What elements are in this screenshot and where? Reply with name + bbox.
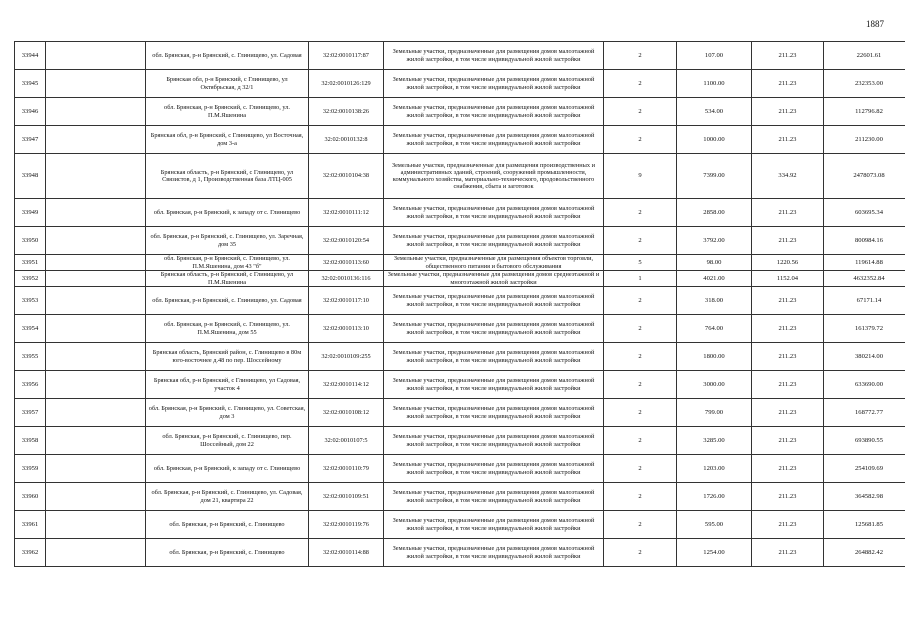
area-cell: 799.00 (677, 399, 752, 427)
cadastral-value-cell: 4632352.84 (824, 271, 905, 287)
address-cell: обл. Брянская, р-н Брянский, с. Глинищево, пер. Шоссейный, дом 22 (146, 427, 309, 455)
cadastral-number-cell: 32:02:0010114:88 (309, 539, 384, 567)
table-row (15, 98, 905, 126)
area-cell: 7399.00 (677, 154, 752, 199)
land-use-cell: Земельные участки, предназначенные для размещения домов малоэтажной жилой застройки, в том числе индивидуальной жилой застройки (384, 227, 604, 255)
land-use-cell: Земельные участки, предназначенные для размещения домов малоэтажной жилой застройки, в том числе индивидуальной жилой застройки (384, 511, 604, 539)
row-id: 33950 (15, 227, 46, 255)
specific-value-cell: 334.92 (752, 154, 824, 199)
cadastral-value-table (14, 41, 905, 567)
row-id: 33945 (15, 70, 46, 98)
cadastral-number-cell: 32:02:0010120:54 (309, 227, 384, 255)
cadastral-number-cell: 32:02:0010119:76 (309, 511, 384, 539)
land-use-cell: Земельные участки, предназначенные для размещения домов малоэтажной жилой застройки, в том числе индивидуальной жилой застройки (384, 455, 604, 483)
area-cell: 107.00 (677, 42, 752, 70)
empty-cell (46, 399, 146, 427)
group-cell: 2 (604, 343, 677, 371)
specific-value-cell: 211.23 (752, 455, 824, 483)
cadastral-value-cell: 264882.42 (824, 539, 905, 567)
row-id: 33952 (15, 271, 46, 287)
land-use-cell: Земельные участки, предназначенные для размещения домов малоэтажной жилой застройки, в том числе индивидуальной жилой застройки (384, 371, 604, 399)
cadastral-number-cell: 32:02:0010126:129 (309, 70, 384, 98)
empty-cell (46, 154, 146, 199)
table-row (15, 287, 905, 315)
row-id: 33949 (15, 199, 46, 227)
area-cell: 1800.00 (677, 343, 752, 371)
area-cell: 534.00 (677, 98, 752, 126)
land-use-cell: Земельные участки, предназначенные для размещения домов малоэтажной жилой застройки, в том числе индивидуальной жилой застройки (384, 287, 604, 315)
area-cell: 1254.00 (677, 539, 752, 567)
cadastral-number-cell: 32:02:0010114:12 (309, 371, 384, 399)
group-cell: 2 (604, 227, 677, 255)
specific-value-cell: 211.23 (752, 483, 824, 511)
row-id: 33961 (15, 511, 46, 539)
group-cell: 2 (604, 126, 677, 154)
cadastral-number-cell: 32:02:0010111:12 (309, 199, 384, 227)
table-row (15, 271, 905, 287)
area-cell: 3285.00 (677, 427, 752, 455)
address-cell: обл. Брянская, р-н Брянский, с. Глинищево (146, 539, 309, 567)
group-cell: 2 (604, 539, 677, 567)
land-use-cell: Земельные участки, предназначенные для размещения домов среднеэтажной и многоэтажной жилой застройки (384, 271, 604, 287)
area-cell: 3000.00 (677, 371, 752, 399)
cadastral-value-cell: 693890.55 (824, 427, 905, 455)
area-cell: 1726.00 (677, 483, 752, 511)
table-body (15, 42, 905, 567)
table-row (15, 455, 905, 483)
address-cell: обл. Брянская, р-н Брянский, с. Глинищево (146, 511, 309, 539)
specific-value-cell: 211.23 (752, 126, 824, 154)
group-cell: 2 (604, 511, 677, 539)
group-cell: 5 (604, 255, 677, 271)
table-row (15, 199, 905, 227)
cadastral-value-cell: 800984.16 (824, 227, 905, 255)
cadastral-number-cell: 32:02:0010109:51 (309, 483, 384, 511)
area-cell: 1000.00 (677, 126, 752, 154)
specific-value-cell: 211.23 (752, 511, 824, 539)
group-cell: 2 (604, 455, 677, 483)
address-cell: Брянская обл, р-н Брянский, с Глинищево, ул Октябрьская, д 32/1 (146, 70, 309, 98)
cadastral-value-cell: 125681.85 (824, 511, 905, 539)
empty-cell (46, 70, 146, 98)
group-cell: 2 (604, 199, 677, 227)
cadastral-value-cell: 254109.69 (824, 455, 905, 483)
specific-value-cell: 211.23 (752, 287, 824, 315)
cadastral-value-cell: 161379.72 (824, 315, 905, 343)
address-cell: обл. Брянская, р-н Брянский, с. Глинищево, ул. П.М.Яшенина (146, 98, 309, 126)
address-cell: Брянская область, р-н Брянский, с Глинищево, ул П.М.Яшенина (146, 271, 309, 287)
land-use-cell: Земельные участки, предназначенные для размещения объектов торговли, общественного питания и бытового обслуживания (384, 255, 604, 271)
address-cell: обл. Брянская, р-н Брянский, к западу от с. Глинищево (146, 199, 309, 227)
land-use-cell: Земельные участки, предназначенные для размещения домов малоэтажной жилой застройки, в том числе индивидуальной жилой застройки (384, 539, 604, 567)
empty-cell (46, 199, 146, 227)
empty-cell (46, 427, 146, 455)
row-id: 33947 (15, 126, 46, 154)
address-cell: обл. Брянская, р-н Брянский, к западу от с. Глинищево (146, 455, 309, 483)
empty-cell (46, 511, 146, 539)
land-use-cell: Земельные участки, предназначенные для размещения домов малоэтажной жилой застройки, в том числе индивидуальной жилой застройки (384, 199, 604, 227)
cadastral-number-cell: 32:02:0010138:26 (309, 98, 384, 126)
land-use-cell: Земельные участки, предназначенные для размещения домов малоэтажной жилой застройки, в том числе индивидуальной жилой застройки (384, 343, 604, 371)
group-cell: 2 (604, 371, 677, 399)
empty-cell (46, 371, 146, 399)
group-cell: 2 (604, 287, 677, 315)
cadastral-number-cell: 32:02:0010132:8 (309, 126, 384, 154)
cadastral-value-cell: 603695.34 (824, 199, 905, 227)
specific-value-cell: 211.23 (752, 343, 824, 371)
cadastral-value-cell: 211230.00 (824, 126, 905, 154)
address-cell: обл. Брянская, р-н Брянский, с. Глинищево, ул. Садовая (146, 42, 309, 70)
area-cell: 318.00 (677, 287, 752, 315)
area-cell: 1203.00 (677, 455, 752, 483)
empty-cell (46, 42, 146, 70)
cadastral-value-cell: 112796.82 (824, 98, 905, 126)
address-cell: обл. Брянская, р-н Брянский, с. Глинищево, ул. П.М.Яшенина, дом 43 "б" (146, 255, 309, 271)
table-row (15, 70, 905, 98)
group-cell: 2 (604, 315, 677, 343)
address-cell: Брянская область, Брянский район, с. Глинищево в 80м юго-восточнее д.48 по пер. Шоссейному (146, 343, 309, 371)
area-cell: 595.00 (677, 511, 752, 539)
specific-value-cell: 211.23 (752, 70, 824, 98)
cadastral-value-cell: 364582.98 (824, 483, 905, 511)
table-row (15, 511, 905, 539)
table-row (15, 126, 905, 154)
empty-cell (46, 539, 146, 567)
cadastral-value-cell: 22601.61 (824, 42, 905, 70)
group-cell: 2 (604, 427, 677, 455)
specific-value-cell: 211.23 (752, 98, 824, 126)
cadastral-value-cell: 633690.00 (824, 371, 905, 399)
specific-value-cell: 211.23 (752, 539, 824, 567)
cadastral-number-cell: 32:02:0010110:79 (309, 455, 384, 483)
land-use-cell: Земельные участки, предназначенные для размещения домов малоэтажной жилой застройки, в том числе индивидуальной жилой застройки (384, 483, 604, 511)
cadastral-number-cell: 32:02:0010136:116 (309, 271, 384, 287)
cadastral-number-cell: 32:02:0010113:60 (309, 255, 384, 271)
group-cell: 9 (604, 154, 677, 199)
group-cell: 1 (604, 271, 677, 287)
specific-value-cell: 211.23 (752, 399, 824, 427)
table-row (15, 315, 905, 343)
group-cell: 2 (604, 42, 677, 70)
empty-cell (46, 287, 146, 315)
specific-value-cell: 211.23 (752, 315, 824, 343)
page-number: 1887 (866, 19, 884, 29)
address-cell: Брянская обл, р-н Брянский, с Глинищево, ул Садовая, участок 4 (146, 371, 309, 399)
specific-value-cell: 211.23 (752, 199, 824, 227)
row-id: 33946 (15, 98, 46, 126)
row-id: 33948 (15, 154, 46, 199)
empty-cell (46, 343, 146, 371)
cadastral-value-cell: 119614.88 (824, 255, 905, 271)
row-id: 33962 (15, 539, 46, 567)
address-cell: Брянская обл, р-н Брянский, с Глинищево, ул Восточная, дом 3-а (146, 126, 309, 154)
cadastral-value-cell: 168772.77 (824, 399, 905, 427)
group-cell: 2 (604, 98, 677, 126)
cadastral-value-cell: 2478073.08 (824, 154, 905, 199)
row-id: 33960 (15, 483, 46, 511)
address-cell: обл. Брянская, р-н Брянский, с. Глинищево, ул. Садовая (146, 287, 309, 315)
area-cell: 98.00 (677, 255, 752, 271)
land-use-cell: Земельные участки, предназначенные для размещения домов малоэтажной жилой застройки, в том числе индивидуальной жилой застройки (384, 70, 604, 98)
land-use-cell: Земельные участки, предназначенные для размещения домов малоэтажной жилой застройки, в том числе индивидуальной жилой застройки (384, 427, 604, 455)
empty-cell (46, 227, 146, 255)
empty-cell (46, 98, 146, 126)
row-id: 33951 (15, 255, 46, 271)
row-id: 33953 (15, 287, 46, 315)
cadastral-number-cell: 32:02:0010104:38 (309, 154, 384, 199)
cadastral-number-cell: 32:02:0010107:5 (309, 427, 384, 455)
cadastral-number-cell: 32:02:0010108:12 (309, 399, 384, 427)
cadastral-value-cell: 232353.00 (824, 70, 905, 98)
table-row (15, 343, 905, 371)
cadastral-number-cell: 32:02:0010117:10 (309, 287, 384, 315)
cadastral-value-cell: 67171.14 (824, 287, 905, 315)
specific-value-cell: 211.23 (752, 427, 824, 455)
land-use-cell: Земельные участки, предназначенные для размещения домов малоэтажной жилой застройки, в том числе индивидуальной жилой застройки (384, 126, 604, 154)
specific-value-cell: 1152.04 (752, 271, 824, 287)
row-id: 33957 (15, 399, 46, 427)
row-id: 33944 (15, 42, 46, 70)
table-row (15, 154, 905, 199)
land-use-cell: Земельные участки, предназначенные для размещения домов малоэтажной жилой застройки, в том числе индивидуальной жилой застройки (384, 315, 604, 343)
specific-value-cell: 211.23 (752, 227, 824, 255)
group-cell: 2 (604, 483, 677, 511)
table-row (15, 42, 905, 70)
table-row (15, 255, 905, 271)
empty-cell (46, 483, 146, 511)
table-row (15, 399, 905, 427)
empty-cell (46, 455, 146, 483)
area-cell: 3792.00 (677, 227, 752, 255)
specific-value-cell: 1220.56 (752, 255, 824, 271)
cadastral-number-cell: 32:02:0010109:255 (309, 343, 384, 371)
cadastral-number-cell: 32:02:0010113:10 (309, 315, 384, 343)
area-cell: 2858.00 (677, 199, 752, 227)
table-row (15, 371, 905, 399)
cadastral-number-cell: 32:02:0010117:87 (309, 42, 384, 70)
table-row (15, 427, 905, 455)
land-use-cell: Земельные участки, предназначенные для размещения домов малоэтажной жилой застройки, в том числе индивидуальной жилой застройки (384, 399, 604, 427)
table-row (15, 227, 905, 255)
cadastral-value-cell: 380214.00 (824, 343, 905, 371)
group-cell: 2 (604, 399, 677, 427)
land-use-cell: Земельные участки, предназначенные для размещения домов малоэтажной жилой застройки, в том числе индивидуальной жилой застройки (384, 98, 604, 126)
area-cell: 764.00 (677, 315, 752, 343)
area-cell: 4021.00 (677, 271, 752, 287)
address-cell: обл. Брянская, р-н Брянский, с. Глинищево, ул. П.М.Яшенина, дом 55 (146, 315, 309, 343)
area-cell: 1100.00 (677, 70, 752, 98)
address-cell: обл. Брянская, р-н Брянский, с. Глинищево, ул. Заречная, дом 35 (146, 227, 309, 255)
row-id: 33958 (15, 427, 46, 455)
land-use-cell: Земельные участки, предназначенные для размещения домов малоэтажной жилой застройки, в том числе индивидуальной жилой застройки (384, 42, 604, 70)
row-id: 33956 (15, 371, 46, 399)
empty-cell (46, 271, 146, 287)
row-id: 33954 (15, 315, 46, 343)
empty-cell (46, 315, 146, 343)
table-row (15, 483, 905, 511)
row-id: 33959 (15, 455, 46, 483)
address-cell: Брянская область, р-н Брянский, с Глинищево, ул Связистов, д 1, Производственная база ЛТЦ-005 (146, 154, 309, 199)
specific-value-cell: 211.23 (752, 371, 824, 399)
land-use-cell: Земельные участки, предназначенные для размещения производственных и административных зданий, строений, сооружений промышленности, коммунального хозяйства, материально-технического, продовольственного снабжения, сбыта и заготовок (384, 154, 604, 199)
empty-cell (46, 126, 146, 154)
row-id: 33955 (15, 343, 46, 371)
table-row (15, 539, 905, 567)
specific-value-cell: 211.23 (752, 42, 824, 70)
address-cell: обл. Брянская, р-н Брянский, с. Глинищево, ул. Советская, дом 3 (146, 399, 309, 427)
group-cell: 2 (604, 70, 677, 98)
empty-cell (46, 255, 146, 271)
address-cell: обл. Брянская, р-н Брянский, с. Глинищево, ул. Садовая, дом 21, квартира 22 (146, 483, 309, 511)
